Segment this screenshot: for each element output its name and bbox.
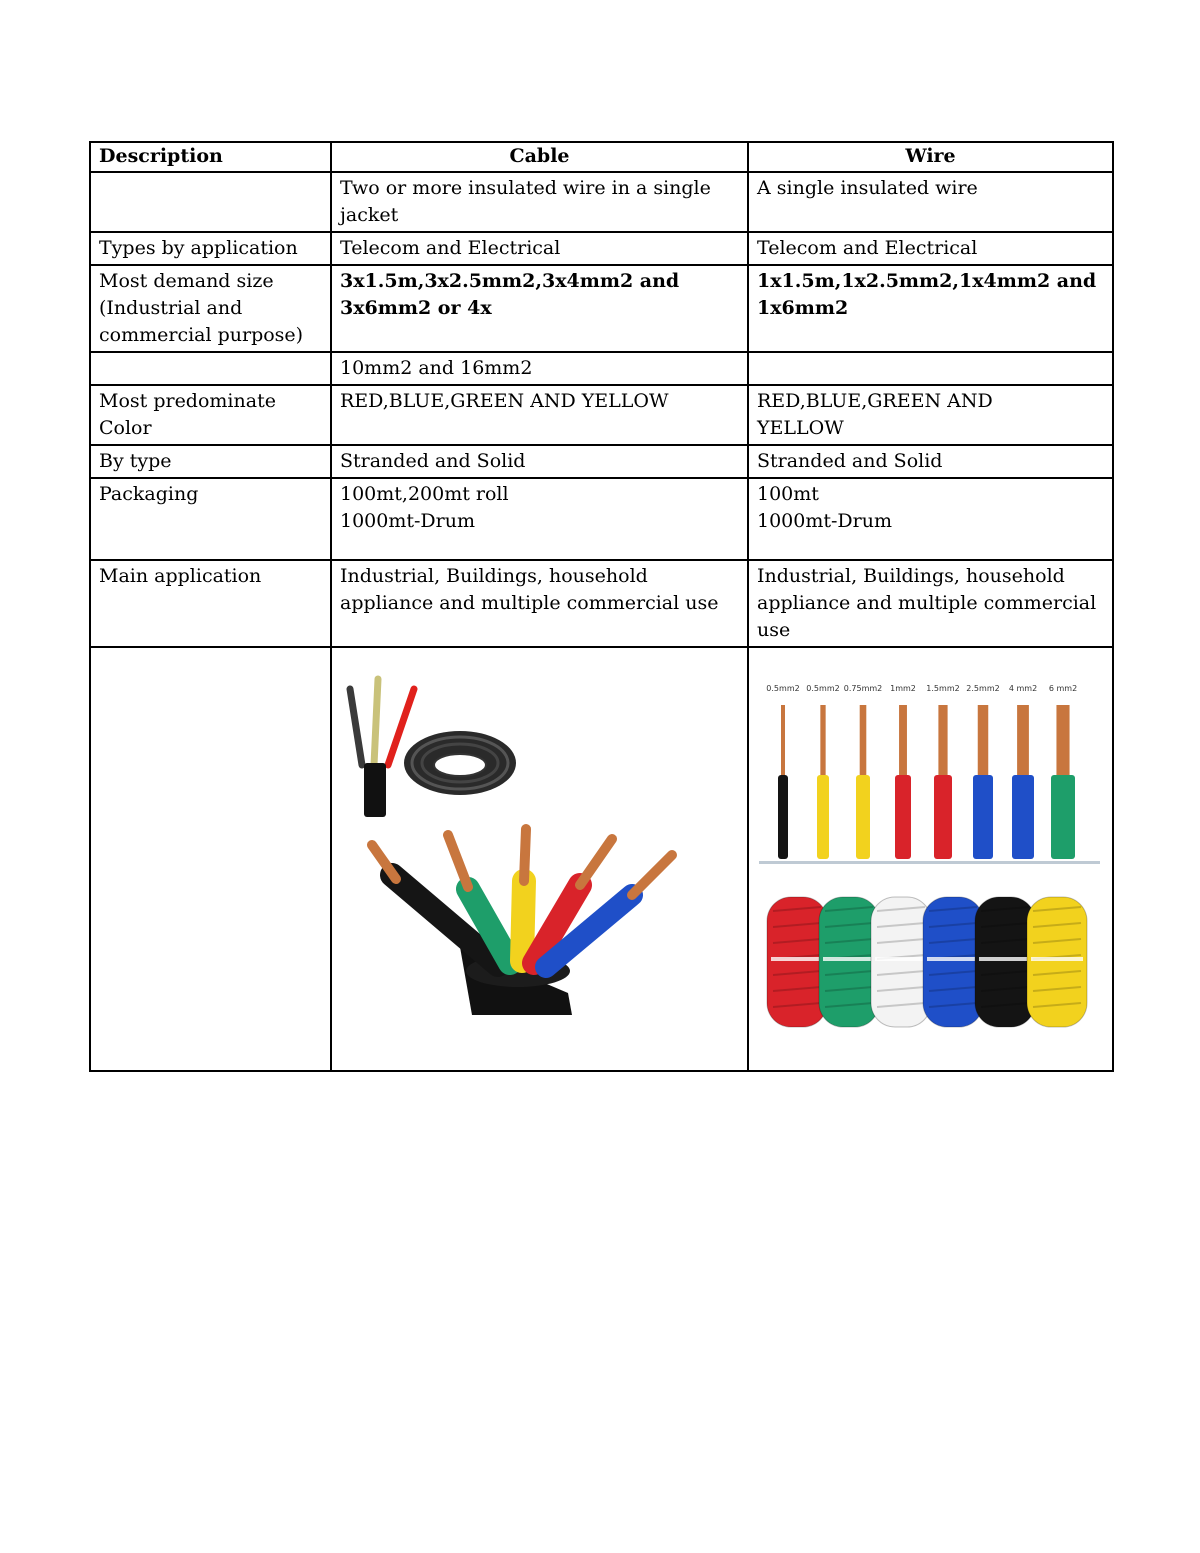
wire-roll (923, 897, 983, 1027)
row-demand-size-cont (90, 352, 1113, 385)
cell-description (90, 352, 331, 385)
wire-insulation (934, 775, 952, 859)
wire-photos (749, 675, 1110, 1043)
cell-description-empty (90, 647, 331, 1071)
row-definition (90, 172, 1113, 232)
copper-conductor (860, 705, 867, 785)
wire-insulation (973, 775, 993, 859)
wire-size-label: 0.5mm2 (766, 684, 800, 693)
cell-cable: 10mm2 and 16mm2 (331, 352, 748, 385)
cell-cable: Two or more insulated wire in a single jacket (331, 172, 748, 232)
cell-wire: A single insulated wire (748, 172, 1113, 232)
copper-conductor (899, 705, 907, 785)
cell-description: Most predominate Color (90, 385, 331, 445)
cell-wire: 1x1.5m,1x2.5mm2,1x4mm2 and 1x6mm2 (748, 265, 1113, 352)
wire-roll (871, 897, 931, 1027)
wire-insulation (1051, 775, 1075, 859)
header-description: Description (90, 142, 331, 172)
wire-rolls-image (767, 897, 1087, 1027)
cell-cable: Industrial, Buildings, household appliance and multiple commercial use (331, 560, 748, 647)
header-cable: Cable (331, 142, 748, 172)
copper-conductor (1017, 705, 1029, 785)
wire-size-label: 1mm2 (890, 684, 916, 693)
cell-description: Types by application (90, 232, 331, 265)
cell-description (90, 172, 331, 232)
cell-cable: Stranded and Solid (331, 445, 748, 478)
wire-insulation (817, 775, 829, 859)
cable-photos (332, 675, 745, 1043)
cell-cable-images (331, 647, 748, 1071)
wire-size-label: 2.5mm2 (966, 684, 1000, 693)
cell-cable: RED,BLUE,GREEN AND YELLOW (331, 385, 748, 445)
wire-insulation (778, 775, 788, 859)
cell-description: Main application (90, 560, 331, 647)
row-types (90, 232, 1113, 265)
copper-conductor (781, 705, 785, 785)
wire-size-label: 6 mm2 (1048, 684, 1078, 693)
wire-size-label: 0.5mm2 (806, 684, 840, 693)
wire-roll (975, 897, 1035, 1027)
row-color (90, 385, 1113, 445)
cell-wire: Industrial, Buildings, household appliance and multiple commercial use (748, 560, 1113, 647)
copper-conductor (820, 705, 825, 785)
wire-roll (1027, 897, 1087, 1027)
five-core-cable-image (372, 829, 672, 1015)
row-by-type (90, 445, 1113, 478)
cell-cable: 100mt,200mt roll 1000mt-Drum (331, 478, 748, 560)
header-wire: Wire (748, 142, 1113, 172)
cell-wire: 100mt 1000mt-Drum (748, 478, 1113, 560)
cell-description: By type (90, 445, 331, 478)
header-row (90, 142, 1113, 172)
row-packaging (90, 478, 1113, 560)
wire-roll (819, 897, 879, 1027)
cell-description: Most demand size (Industrial and commercial purpose) (90, 265, 331, 352)
cell-wire (748, 352, 1113, 385)
copper-conductor (1056, 705, 1069, 785)
cell-cable: 3x1.5m,3x2.5mm2,3x4mm2 and 3x6mm2 or 4x (331, 265, 748, 352)
row-demand-size (90, 265, 1113, 352)
wire-size-labels (766, 684, 1077, 693)
wire-size-label: 0.75mm2 (843, 684, 883, 693)
copper-conductor (938, 705, 947, 785)
wire-size-label: 1.5mm2 (926, 684, 960, 693)
cell-wire-images (748, 647, 1113, 1071)
comparison-table (89, 141, 1114, 1072)
cell-description: Packaging (90, 478, 331, 560)
wire-size-label: 4 mm2 (1008, 684, 1038, 693)
divider (759, 861, 1100, 864)
wire-roll (767, 897, 827, 1027)
cell-cable: Telecom and Electrical (331, 232, 748, 265)
row-images (90, 647, 1113, 1071)
single-wires-image (778, 705, 1075, 859)
cell-wire: Stranded and Solid (748, 445, 1113, 478)
wire-insulation (895, 775, 911, 859)
wire-insulation (1012, 775, 1034, 859)
three-core-cable-image (350, 679, 516, 817)
wire-insulation (856, 775, 870, 859)
row-main-application (90, 560, 1113, 647)
cell-wire: Telecom and Electrical (748, 232, 1113, 265)
cell-wire: RED,BLUE,GREEN AND YELLOW (748, 385, 1113, 445)
copper-conductor (978, 705, 989, 785)
